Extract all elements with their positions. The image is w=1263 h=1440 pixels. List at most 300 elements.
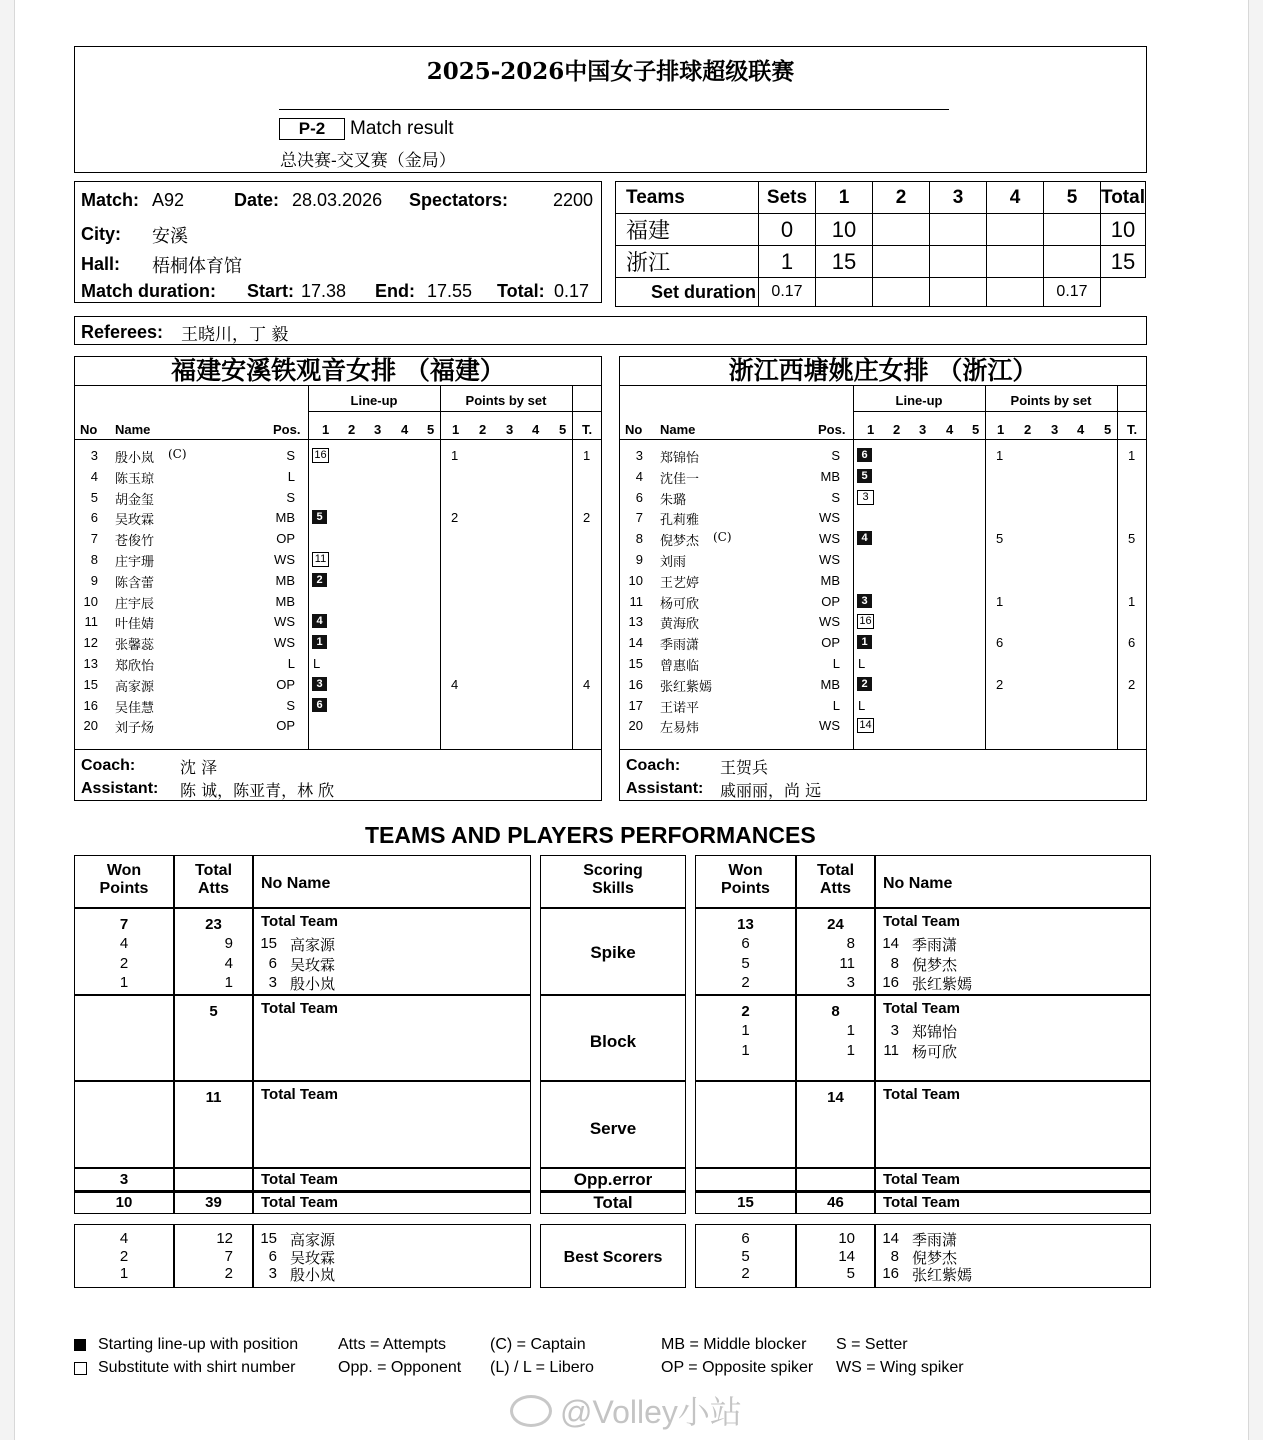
city-label: City:: [81, 224, 121, 244]
starting-position-mark: 3: [857, 594, 872, 608]
player-name: 张红紫嫣: [912, 975, 973, 993]
score-row-team-a: [616, 214, 1146, 246]
score-header-total: Total: [1101, 182, 1146, 214]
player-no: 3: [268, 974, 277, 991]
best-atts: 14: [838, 1247, 855, 1265]
skill-opp-error: Opp.error: [573, 1170, 653, 1189]
player-name: 张馨蕊: [115, 638, 155, 654]
col-points-set: 4: [532, 422, 540, 437]
subheader-separator: [620, 439, 1146, 440]
starting-position-mark: 1: [857, 635, 872, 649]
col-points-set: 3: [1051, 422, 1059, 437]
points-by-set-header: Points by set: [465, 393, 547, 408]
team-a-sets: 0: [759, 214, 816, 246]
best-atts: 7: [224, 1247, 233, 1265]
best-atts: 12: [216, 1230, 233, 1247]
col-points-set: 1: [997, 422, 1005, 437]
starting-position-mark: 4: [857, 531, 872, 545]
total-duration: 0.17: [1044, 278, 1101, 307]
left-atts-header: [174, 862, 253, 898]
captain-tag: (C): [713, 530, 732, 545]
player-name: 郑锦怡: [912, 1023, 958, 1041]
player-position: L: [287, 468, 295, 484]
col-lineup-set: 2: [893, 422, 901, 437]
set1-points: 2: [451, 510, 459, 526]
player-number: 14: [628, 635, 643, 651]
skill-serve: Serve: [589, 1119, 637, 1138]
player-won: 2: [741, 974, 750, 991]
substitute-mark: 3: [857, 490, 874, 505]
player-atts: 1: [846, 1022, 855, 1039]
best-name: 吴玫霖: [290, 1248, 336, 1267]
legend-mb: MB = Middle blocker: [661, 1336, 807, 1353]
date-value: 28.03.2026: [292, 190, 383, 210]
player-atts: 8: [846, 935, 855, 952]
col-points-set: 5: [1104, 422, 1112, 437]
libero-mark: L: [858, 697, 866, 713]
player-name: 郑欣怡: [115, 659, 155, 674]
player-name: 倪梦杰: [660, 534, 700, 550]
player-number: 11: [629, 593, 643, 609]
block-a-atts: 5: [209, 1003, 218, 1020]
col-name: Name: [115, 422, 151, 437]
player-atts: 1: [846, 1041, 855, 1059]
player-name: 季雨潇: [912, 936, 958, 954]
right-perf-cell: [695, 1168, 796, 1191]
set-duration-label: Set duration: [616, 278, 759, 307]
legend-opp: Opp. = Opponent: [338, 1359, 462, 1376]
player-position: OP: [276, 718, 295, 734]
player-position: WS: [819, 614, 840, 630]
points-by-set-header: Points by set: [1010, 393, 1092, 408]
player-name: 朱璐: [660, 492, 687, 508]
score-row-team-b: [616, 246, 1146, 278]
player-number: 13: [628, 614, 643, 630]
player-won: 1: [741, 1041, 750, 1059]
player-position: WS: [274, 552, 295, 567]
legend-start: Starting line-up with position: [98, 1336, 299, 1353]
left-perf-cell: [74, 995, 174, 1081]
player-position: MB: [820, 676, 840, 692]
total-points: 1: [583, 448, 591, 463]
player-number: 6: [635, 489, 643, 505]
set1-points: 6: [996, 635, 1004, 651]
team-b-sets: 1: [759, 246, 816, 278]
best-name: 倪梦杰: [912, 1248, 958, 1267]
hall-value: 梧桐体育馆: [152, 256, 242, 277]
col-points-set: 4: [1077, 422, 1085, 437]
player-atts: 3: [846, 974, 855, 991]
duration-label: Match duration:: [81, 281, 216, 301]
score-header-set2: 2: [873, 182, 930, 214]
left-noname-header: No Name: [261, 875, 331, 892]
best-won: 1: [119, 1265, 129, 1282]
team-a-total: 10: [1101, 214, 1146, 246]
starting-position-mark: 5: [312, 510, 327, 524]
starting-position-mark: 6: [312, 698, 327, 712]
player-number: 3: [635, 448, 643, 463]
end-label: End:: [375, 281, 415, 301]
player-number: 16: [83, 697, 98, 713]
best-no: 3: [268, 1265, 277, 1282]
col-lineup-set: 5: [427, 422, 435, 437]
player-position: L: [832, 697, 840, 713]
serve-b-atts: 14: [827, 1089, 844, 1106]
total-value: 0.17: [554, 281, 590, 301]
left-won-header: [74, 862, 174, 898]
spectators-value: 2200: [553, 190, 594, 210]
col-name: Name: [660, 422, 696, 437]
best-name: 高家源: [290, 1231, 336, 1249]
col-lineup-set: 3: [374, 422, 382, 437]
best-no: 15: [260, 1230, 277, 1247]
player-won: 1: [119, 974, 129, 991]
player-name: 陈玉琼: [115, 471, 155, 487]
score-header-sets: Sets: [759, 182, 816, 214]
starting-position-mark: 6: [857, 448, 872, 462]
team-b-total: 15: [1101, 246, 1146, 278]
player-name: 倪梦杰: [912, 955, 958, 974]
player-atts: 11: [839, 954, 855, 972]
player-position: MB: [275, 593, 295, 609]
col-lineup-set: 4: [946, 422, 954, 437]
city-value: 安溪: [152, 226, 188, 247]
player-number: 4: [635, 468, 643, 484]
team-b-coach-row: [620, 749, 1146, 802]
legend-captain: (C) = Captain: [490, 1336, 586, 1353]
right-perf-cell: [695, 1081, 796, 1168]
substitute-mark: 14: [857, 718, 874, 733]
date-label: Date:: [234, 190, 280, 210]
player-number: 11: [84, 614, 98, 630]
set1-points: 1: [996, 593, 1004, 609]
player-won: 2: [119, 954, 129, 972]
player-won: 6: [741, 935, 750, 952]
subheader-separator: [75, 439, 601, 440]
player-name: 孔莉雅: [660, 513, 700, 529]
player-position: S: [831, 448, 840, 463]
team-b-assistant: 戚丽丽，尚 远: [720, 781, 822, 800]
best-name: 张红紫嫣: [912, 1266, 973, 1284]
league-title: 2025-2026中国女子排球超级联赛: [426, 58, 795, 85]
team-a-panel: [74, 356, 602, 801]
player-name: 殷小岚: [290, 975, 336, 993]
best-atts: 5: [846, 1265, 855, 1282]
col-total: T.: [582, 422, 593, 437]
opp-error-a-total-team: Total Team: [261, 1171, 338, 1188]
skill-total: Total: [593, 1193, 633, 1212]
left-atts-header-line2: Atts: [197, 880, 230, 897]
best-won: 5: [741, 1247, 750, 1265]
player-no: 8: [890, 954, 899, 972]
block-a-total-team: Total Team: [261, 1000, 338, 1017]
col-points-set: 1: [452, 422, 460, 437]
left-won-header-line2: Points: [99, 880, 149, 897]
col-pos: Pos.: [273, 422, 301, 437]
player-position: OP: [276, 676, 295, 692]
player-name: 吴佳慧: [115, 700, 155, 716]
best-name: 殷小岚: [290, 1266, 336, 1284]
player-number: 16: [628, 676, 643, 692]
col-lineup-set: 5: [972, 422, 980, 437]
total-a-total-team: Total Team: [261, 1194, 338, 1211]
best-no: 8: [890, 1247, 899, 1265]
player-name: 高家源: [115, 679, 155, 695]
libero-mark: L: [313, 656, 321, 671]
col-points-set: 2: [479, 422, 487, 437]
skill-spike: Spike: [590, 943, 636, 962]
player-number: 3: [90, 448, 98, 463]
substitute-mark: 11: [312, 552, 329, 567]
player-name: 陈含蕾: [115, 575, 155, 591]
starting-position-mark: 5: [857, 469, 872, 483]
spike-a-won: 7: [119, 916, 129, 933]
total-points: 2: [583, 510, 591, 526]
opp-error-b-total-team: Total Team: [883, 1171, 960, 1188]
block-b-total-team: Total Team: [883, 1000, 960, 1017]
lineup-header: Line-up: [350, 393, 398, 408]
doc-name: Match result: [350, 118, 454, 139]
player-name: 殷小岚: [115, 451, 155, 466]
player-no: 15: [260, 935, 277, 952]
right-won-header-line1: Won: [728, 862, 763, 879]
starting-position-mark: 4: [312, 614, 327, 628]
player-position: WS: [819, 510, 840, 526]
team-b-coach-label: Coach:: [626, 757, 681, 774]
lineup-header: Line-up: [895, 393, 943, 408]
player-number: 15: [83, 676, 98, 692]
player-position: S: [831, 489, 840, 505]
player-name: 苍俊竹: [115, 534, 155, 550]
player-name: 王艺婷: [660, 575, 700, 591]
best-no: 6: [268, 1247, 277, 1265]
player-number: 10: [628, 572, 643, 588]
col-lineup-set: 2: [348, 422, 356, 437]
player-number: 7: [90, 531, 98, 547]
player-number: 5: [90, 489, 98, 505]
player-name: 黄海欣: [660, 617, 700, 633]
spectators-label: Spectators:: [409, 190, 509, 210]
col-points-set: 3: [506, 422, 514, 437]
score-table: [615, 181, 1146, 307]
left-perf-cell: [74, 1081, 174, 1168]
col-pos: Pos.: [818, 422, 846, 437]
best-won: 6: [741, 1230, 750, 1247]
col-lineup-set: 1: [322, 422, 330, 437]
team-b-assistant-label: Assistant:: [626, 780, 704, 797]
player-name: 曾惠临: [660, 659, 700, 674]
team-b-coach: 王贺兵: [720, 758, 769, 777]
player-position: S: [286, 697, 295, 713]
skills-header-line1: Scoring: [583, 862, 643, 879]
player-position: S: [286, 489, 295, 505]
legend-op: OP = Opposite spiker: [661, 1359, 814, 1376]
player-name: 杨可欣: [912, 1042, 958, 1061]
best-won: 4: [119, 1230, 129, 1247]
score-header-teams: Teams: [616, 182, 759, 214]
player-position: OP: [821, 635, 840, 651]
player-number: 7: [635, 510, 643, 526]
set1-points: 2: [996, 676, 1004, 692]
spike-b-atts: 24: [827, 916, 844, 933]
player-position: WS: [819, 531, 840, 547]
team-a-short: 福建: [616, 214, 759, 246]
team-a-assistant-label: Assistant:: [81, 780, 159, 797]
serve-a-total-team: Total Team: [261, 1086, 338, 1103]
set1-duration: 0.17: [759, 278, 816, 307]
player-name: 郑锦怡: [660, 451, 700, 466]
weibo-logo-icon: [510, 1395, 552, 1427]
player-number: 20: [628, 718, 643, 734]
legend-libero: (L) / L = Libero: [490, 1359, 594, 1376]
sub-square-icon: [74, 1362, 87, 1375]
col-lineup-set: 3: [919, 422, 927, 437]
player-name: 王诺平: [660, 700, 700, 716]
legend-sub: Substitute with shirt number: [98, 1359, 296, 1376]
player-won: 1: [741, 1022, 750, 1039]
substitute-mark: 16: [312, 448, 329, 463]
right-noname-header: No Name: [883, 875, 953, 892]
player-number: 12: [83, 635, 98, 651]
left-won-header-line1: Won: [106, 862, 142, 879]
best-scorers-label: Best Scorers: [563, 1249, 663, 1266]
player-number: 4: [90, 468, 98, 484]
team-b-panel: [619, 356, 1147, 801]
title-underline: [279, 109, 949, 110]
right-atts-header: [796, 862, 875, 898]
player-position: OP: [821, 593, 840, 609]
player-name: 高家源: [290, 936, 336, 954]
player-number: 8: [90, 552, 98, 567]
spike-b-total-team: Total Team: [883, 913, 960, 930]
best-won: 2: [119, 1247, 129, 1265]
referees-box: [74, 316, 1147, 345]
player-name: 吴玫霖: [290, 955, 336, 974]
player-name: 吴玫霖: [115, 513, 155, 529]
player-position: WS: [819, 552, 840, 567]
player-position: L: [832, 656, 840, 671]
best-atts: 2: [224, 1265, 233, 1282]
start-square-icon: [74, 1339, 86, 1351]
player-position: OP: [276, 531, 295, 547]
right-atts-header-line2: Atts: [819, 880, 852, 897]
player-position: L: [287, 656, 295, 671]
total-points: 4: [583, 676, 591, 692]
spike-b-won: 13: [737, 916, 754, 933]
referees-label: Referees:: [81, 322, 164, 342]
legend: [74, 1336, 1074, 1386]
right-won-header: [695, 862, 796, 898]
player-won: 5: [741, 954, 750, 972]
total-points: 1: [1128, 593, 1136, 609]
player-no: 11: [883, 1041, 899, 1059]
block-b-atts: 8: [831, 1003, 840, 1020]
player-number: 10: [83, 593, 98, 609]
opp-error-a-won: 3: [119, 1171, 129, 1188]
skills-header: [540, 862, 686, 898]
player-name: 杨可欣: [660, 596, 700, 612]
starting-position-mark: 2: [857, 677, 872, 691]
start-label: Start:: [247, 281, 295, 301]
left-perf-cell: [174, 1168, 253, 1191]
legend-ws: WS = Wing spiker: [836, 1359, 964, 1376]
team-a-set1: 10: [816, 214, 873, 246]
header-separator: [853, 411, 1146, 412]
col-lineup-set: 4: [401, 422, 409, 437]
total-b-atts: 46: [827, 1194, 844, 1211]
col-points-set: 5: [559, 422, 567, 437]
col-total: T.: [1127, 422, 1138, 437]
right-perf-cell: [796, 1168, 875, 1191]
captain-tag: (C): [168, 447, 187, 461]
score-header-set4: 4: [987, 182, 1044, 214]
player-name: 张红紫嫣: [660, 679, 713, 695]
team-b-set1: 15: [816, 246, 873, 278]
player-name: 左易炜: [660, 721, 700, 737]
legend-s: S = Setter: [836, 1336, 908, 1353]
substitute-mark: 16: [857, 614, 874, 629]
team-a-title: 福建安溪铁观音女排 （福建）: [75, 357, 601, 386]
block-b-won: 2: [741, 1003, 750, 1020]
set1-points: 4: [451, 676, 459, 692]
player-won: 4: [119, 935, 129, 952]
player-number: 6: [90, 510, 98, 526]
team-a-coach-row: [75, 749, 601, 802]
left-atts-header-line1: Total: [194, 862, 233, 879]
total-b-total-team: Total Team: [883, 1194, 960, 1211]
skills-header-line2: Skills: [592, 880, 634, 897]
best-atts: 10: [838, 1230, 855, 1247]
team-b-title: 浙江西塘姚庄女排 （浙江）: [620, 357, 1146, 386]
total-points: 6: [1128, 635, 1136, 651]
player-atts: 1: [224, 974, 233, 991]
player-number: 15: [628, 656, 643, 671]
total-points: 2: [1128, 676, 1136, 692]
player-no: 16: [882, 974, 899, 991]
right-page-edge: [1248, 0, 1249, 1440]
total-label: Total:: [497, 281, 545, 301]
end-value: 17.55: [427, 281, 473, 301]
player-position: MB: [820, 572, 840, 588]
player-name: 刘子炀: [115, 721, 155, 737]
player-number: 20: [83, 718, 98, 734]
score-header-set3: 3: [930, 182, 987, 214]
player-position: WS: [819, 718, 840, 734]
col-lineup-set: 1: [867, 422, 875, 437]
player-position: MB: [275, 510, 295, 526]
player-atts: 9: [224, 935, 233, 952]
player-no: 3: [890, 1022, 899, 1039]
score-header-set5: 5: [1044, 182, 1101, 214]
player-number: 8: [635, 531, 643, 547]
player-name: 沈佳一: [660, 471, 700, 487]
serve-b-total-team: Total Team: [883, 1086, 960, 1103]
set1-points: 5: [996, 531, 1004, 547]
player-position: MB: [275, 572, 295, 588]
col-no: No: [625, 422, 643, 437]
player-name: 刘雨: [660, 555, 687, 570]
player-number: 17: [628, 697, 643, 713]
skill-block: Block: [589, 1032, 637, 1051]
total-points: 5: [1128, 531, 1136, 547]
player-no: 14: [882, 935, 899, 952]
player-number: 13: [83, 656, 98, 671]
col-no: No: [80, 422, 98, 437]
set1-points: 1: [996, 448, 1004, 463]
match-info-box: [74, 181, 602, 303]
doc-code: P-2: [279, 118, 345, 140]
document-page: [15, 0, 1248, 1440]
